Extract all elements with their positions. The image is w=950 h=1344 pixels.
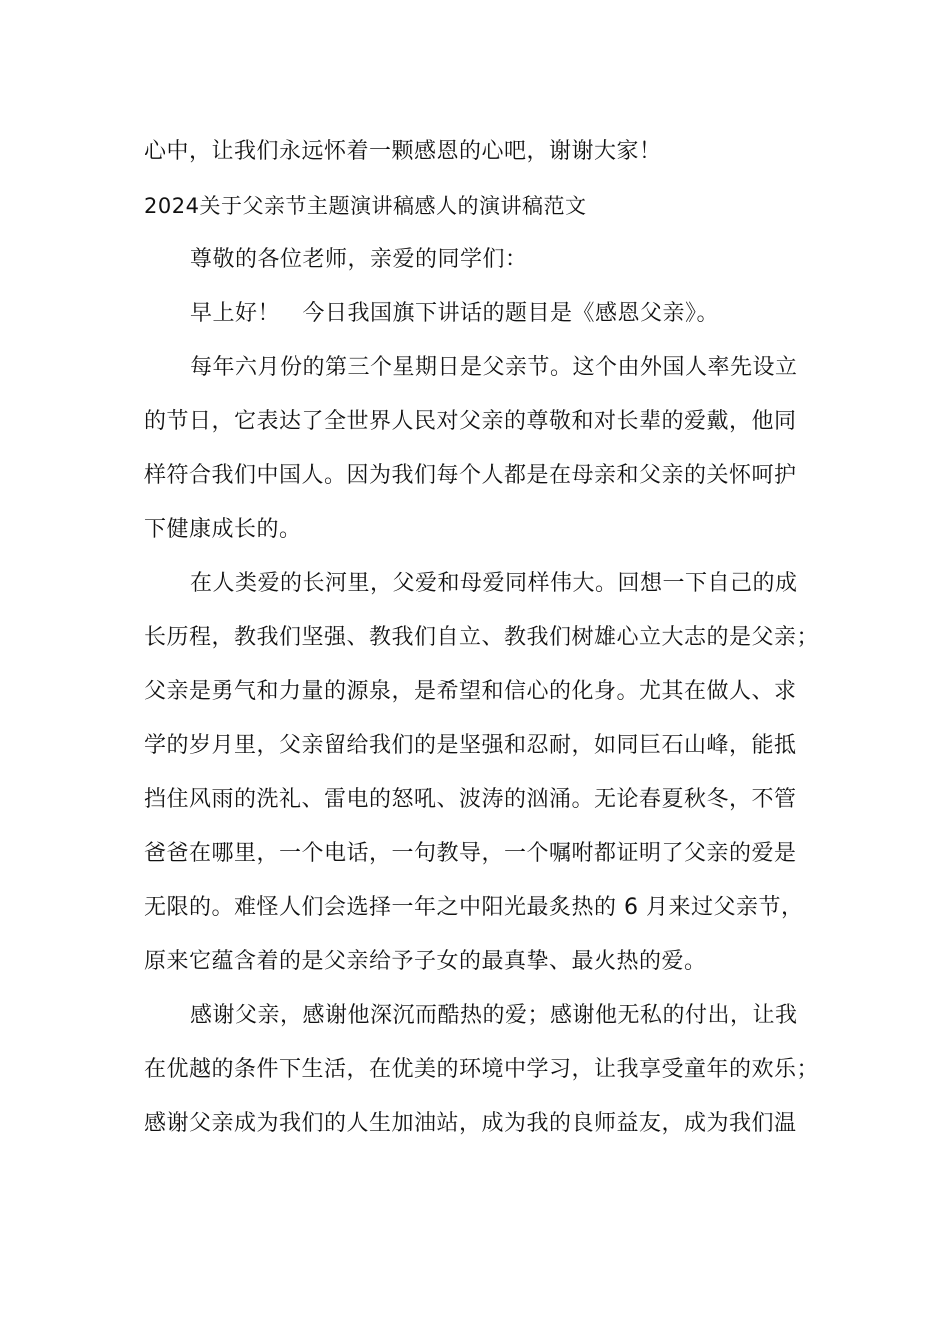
paragraph-3-line: 在优越的条件下生活，在优美的环境中学习，让我享受童年的欢乐； [144, 1057, 820, 1082]
document-heading: 2024关于父亲节主题演讲稿感人的演讲稿范文 [144, 194, 587, 218]
paragraph-2-line: 学的岁月里，父亲留给我们的是坚强和忍耐，如同巨石山峰，能抵 [144, 733, 797, 758]
paragraph-1-line: 下健康成长的。 [144, 517, 302, 542]
paragraph-3-line: 感谢父亲，感谢他深沉而酷热的爱；感谢他无私的付出，让我 [190, 1003, 798, 1028]
paragraph-2-line: 无限的。难怪人们会选择一年之中阳光最炙热的 6 月来过父亲节， [144, 895, 804, 920]
paragraph-2-line: 父亲是勇气和力量的源泉，是希望和信心的化身。尤其在做人、求 [144, 679, 797, 704]
paragraph-2-line: 原来它蕴含着的是父亲给予子女的最真挚、最火热的爱。 [144, 949, 707, 974]
lead-line: 心中，让我们永远怀着一颗感恩的心吧，谢谢大家！ [144, 139, 662, 164]
greeting-line: 尊敬的各位老师，亲爱的同学们： [190, 247, 528, 272]
opening-line: 早上好！ 今日我国旗下讲话的题目是《感恩父亲》。 [190, 301, 720, 326]
paragraph-3-line: 感谢父亲成为我们的人生加油站，成为我的良师益友，成为我们温 [144, 1111, 797, 1136]
paragraph-2-line: 长历程，教我们坚强、教我们自立、教我们树雄心立大志的是父亲； [144, 625, 820, 650]
paragraph-2-line: 挡住风雨的洗礼、雷电的怒吼、波涛的汹涌。无论春夏秋冬，不管 [144, 787, 797, 812]
document-body [144, 125, 824, 1151]
paragraph-2-line: 爸爸在哪里，一个电话，一句教导，一个嘱咐都证明了父亲的爱是 [144, 841, 797, 866]
paragraph-1-line: 样符合我们中国人。因为我们每个人都是在母亲和父亲的关怀呵护 [144, 463, 797, 488]
paragraph-1-line: 的节日，它表达了全世界人民对父亲的尊敬和对长辈的爱戴，他同 [144, 409, 797, 434]
paragraph-2-line: 在人类爱的长河里，父爱和母爱同样伟大。回想一下自己的成 [190, 571, 798, 596]
paragraph-1-line: 每年六月份的第三个星期日是父亲节。这个由外国人率先设立 [190, 355, 798, 380]
